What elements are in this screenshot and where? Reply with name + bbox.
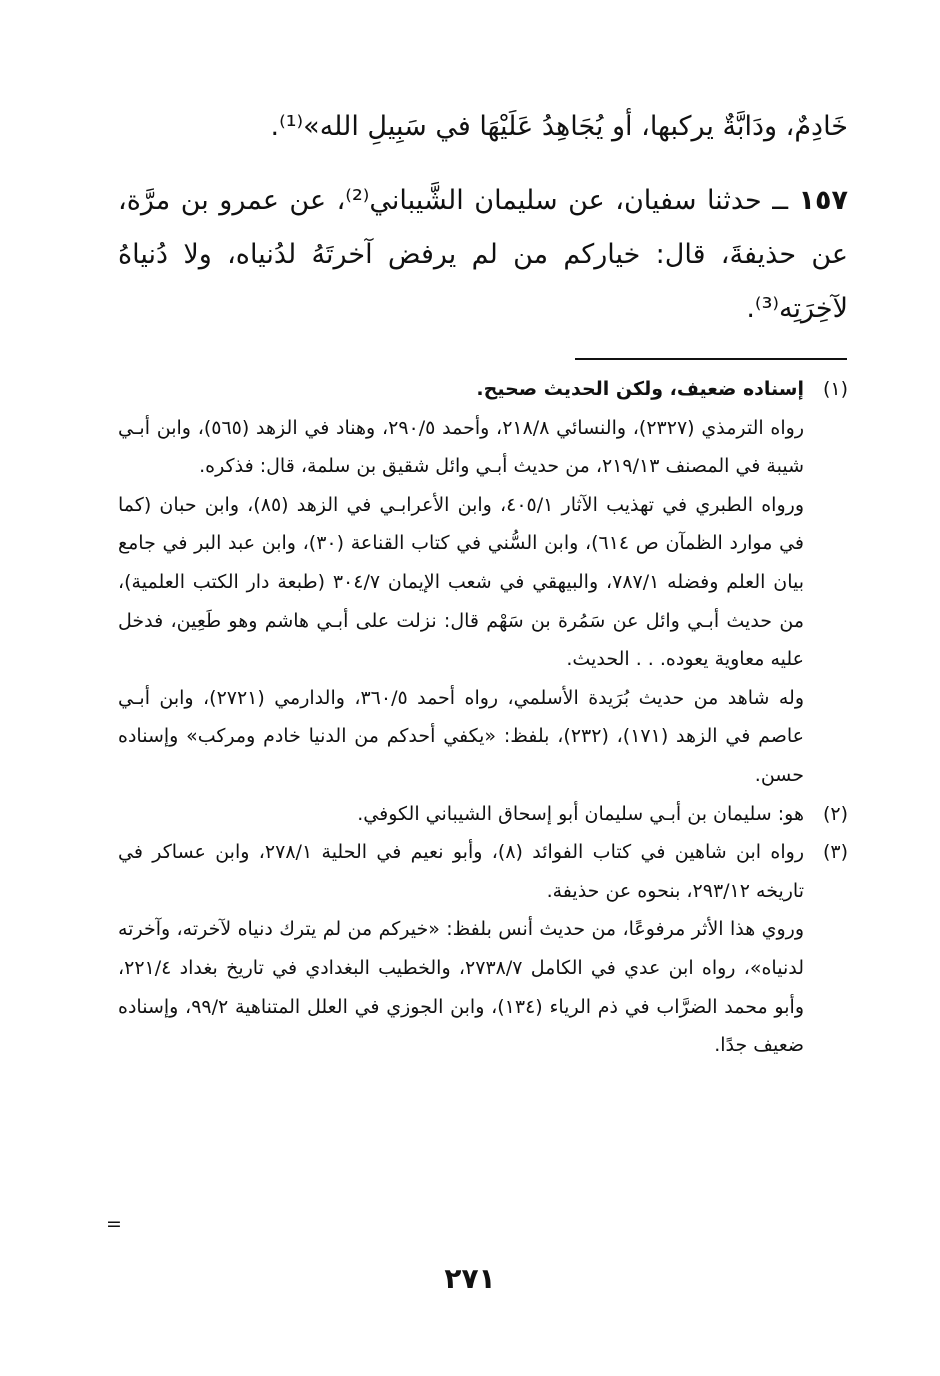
footnote-2 [118,795,848,834]
footnote-number: (٢) [822,802,848,825]
hadith-paragraph [118,174,848,336]
footnote-paragraph: وله شاهد من حديث بُرَيدة الأسلمي، رواه أحمد ٣٦٠/٥، والدارمي (٢٧٢١)، وابن أبـي عاصم في الزهد (١٧١)، (٢٣٢)، بلفظ: «يكفي أحدكم من الدنيا خادم ومركب» وإسناده حسن. [118,686,804,786]
hadith-number: ١٥٧ [798,185,848,216]
footnote-paragraph: وروي هذا الأثر مرفوعًا، من حديث أنس بلفظ: «خيركم من لم يترك دنياه لآخرته، وآخرته لدنياه»، رواه ابن عدي في الكامل ٢٧٣٨/٧، والخطيب البغدادي في تاريخ بغداد ٢٢١/٤، وأبو محمد الضرَّاب في ذم الرياء (١٣٤)، وابن الجوزي في العلل المتناهية ٩٩/٢، وإسناده ضعيف جدًا. [118,918,805,1057]
footnotes-section [118,370,848,1065]
footnote-divider [575,358,847,360]
footnote-paragraph: هو: سليمان بن أبـي سليمان أبو إسحاق الشيباني الكوفي. [357,802,804,825]
footnote-paragraph: رواه ابن شاهين في كتاب الفوائد (٨)، وأبو نعيم في الحلية ٢٧٨/١، وابن عساكر في تاريخه ٢٩٣/١٢، بنحوه عن حذيفة. [118,841,804,902]
footnote-paragraph: إسناده ضعيف، ولكن الحديث صحيح. [476,378,804,400]
footnote-body [118,795,804,834]
page-number: ٢٧١ [444,1262,496,1295]
footnote-paragraph: رواه الترمذي (٢٣٢٧)، والنسائي ٢١٨/٨، وأحمد ٢٩٠/٥، وهناد في الزهد (٥٦٥)، وابن أبـي شيبة في المصنف ٢١٩/١٣، من حديث أبـي وائل شقيق بن سلمة، قال: فذكره. [118,416,804,478]
main-text [118,100,848,336]
footnote-1 [118,370,848,795]
footnote-number: (١) [822,378,848,400]
footnote-paragraph: ورواه الطبري في تهذيب الآثار ٤٠٥/١، وابن الأعرابـي في الزهد (٨٥)، وابن حبان (كما في موارد الظمآن ص ٦١٤)، وابن السُّني في كتاب القناعة (٣٠)، وابن عبد البر في جامع بيان العلم وفضله ٧٨٧/١، والبيهقي في شعب الإيمان ٣٠٤/٧ (طبعة دار الكتب العلمية)، من حديث أبـي وائل عن سَمُرة بن سَهْم قال: نزلت على أبـي هاشم وهو طَعِين، فدخل عليه معاوية يعوده. . . الحديث. [118,493,805,671]
footnote-body [118,370,804,795]
continuation-mark: = [106,1213,122,1235]
footnote-3 [118,833,848,1065]
footnote-number: (٣) [822,841,848,864]
hadith-text: ــ حدثنا سفيان، عن سليمان الشَّيباني⁽²⁾، عن عمرو بن مرَّة، عن حذيفةَ، قال: خياركم من لم يرفض آخرتَهُ لدُنياه، ولا دُنياهُ لآخِرَتِه⁽³⁾. [118,185,848,324]
footnote-body [118,833,804,1065]
main-line-continuation: خَادِمٌ، ودَابَّةٌ يركبها، أو يُجَاهِدُ عَلَيْهَا في سَبِيلِ الله»⁽¹⁾. [270,111,848,142]
